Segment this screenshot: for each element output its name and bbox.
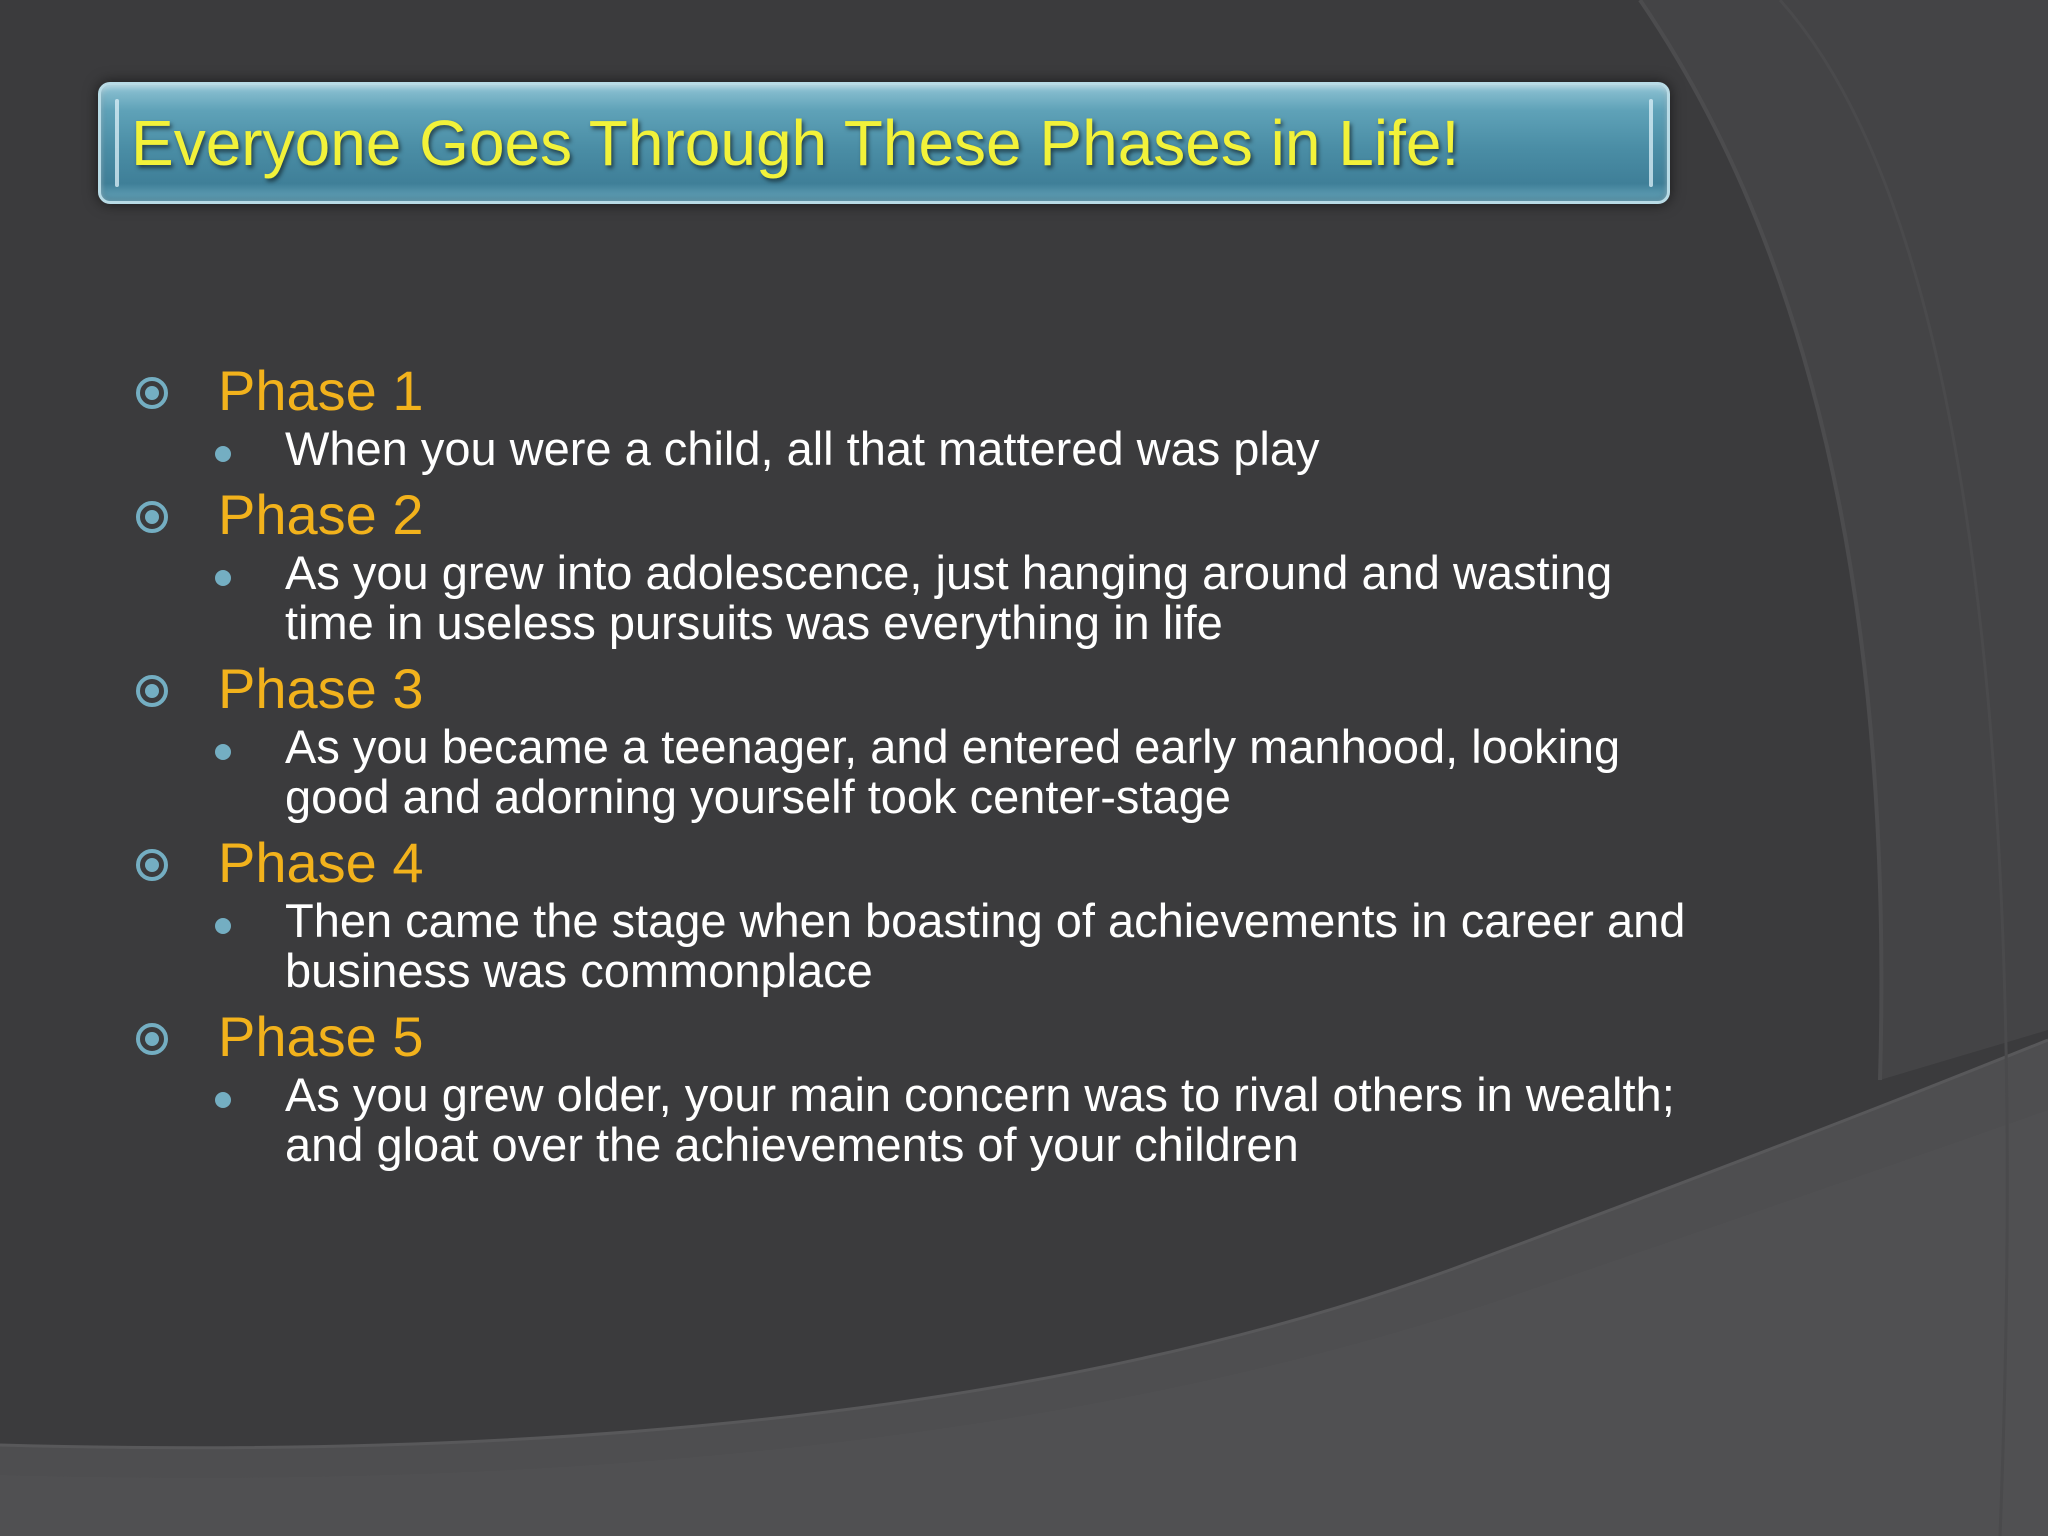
- dot-icon: [215, 570, 231, 586]
- phase-list: [130, 358, 1690, 1178]
- phase-description: [285, 722, 1690, 822]
- phase-item: [130, 482, 1690, 648]
- phase-description-text: When you were a child, all that mattered was play: [285, 422, 1320, 475]
- phase-description-text: Then came the stage when boasting of achievements in career and business was commonplace: [285, 894, 1686, 997]
- circled-dot-icon: [135, 848, 169, 882]
- circled-dot-icon: [135, 674, 169, 708]
- circled-dot-icon: [135, 376, 169, 410]
- phase-heading: [130, 656, 1690, 722]
- phase-item: [130, 358, 1690, 474]
- phase-description: [285, 896, 1690, 996]
- circled-dot-icon: [135, 500, 169, 534]
- phase-description: [285, 424, 1690, 474]
- dot-icon: [215, 446, 231, 462]
- dot-icon: [215, 744, 231, 760]
- slide-title: Everyone Goes Through These Phases in Life!: [131, 107, 1460, 179]
- phase-label: Phase 1: [218, 359, 424, 422]
- phase-description: [285, 1070, 1690, 1170]
- phase-heading: [130, 1004, 1690, 1070]
- phase-label: Phase 2: [218, 483, 424, 546]
- phase-label: Phase 4: [218, 831, 424, 894]
- phase-description-text: As you became a teenager, and entered early manhood, looking good and adorning yourself took center-stage: [285, 720, 1621, 823]
- phase-item: [130, 830, 1690, 996]
- dot-icon: [215, 1092, 231, 1108]
- phase-label: Phase 3: [218, 657, 424, 720]
- phase-description-text: As you grew into adolescence, just hanging around and wasting time in useless pursuits was everything in life: [285, 546, 1613, 649]
- phase-description: [285, 548, 1690, 648]
- circled-dot-icon: [135, 1022, 169, 1056]
- phase-heading: [130, 358, 1690, 424]
- phase-label: Phase 5: [218, 1005, 424, 1068]
- phase-item: [130, 656, 1690, 822]
- title-bar: [98, 82, 1670, 204]
- phase-item: [130, 1004, 1690, 1170]
- dot-icon: [215, 918, 231, 934]
- phase-heading: [130, 482, 1690, 548]
- phase-heading: [130, 830, 1690, 896]
- phase-description-text: As you grew older, your main concern was to rival others in wealth; and gloat over the achievements of your children: [285, 1068, 1675, 1171]
